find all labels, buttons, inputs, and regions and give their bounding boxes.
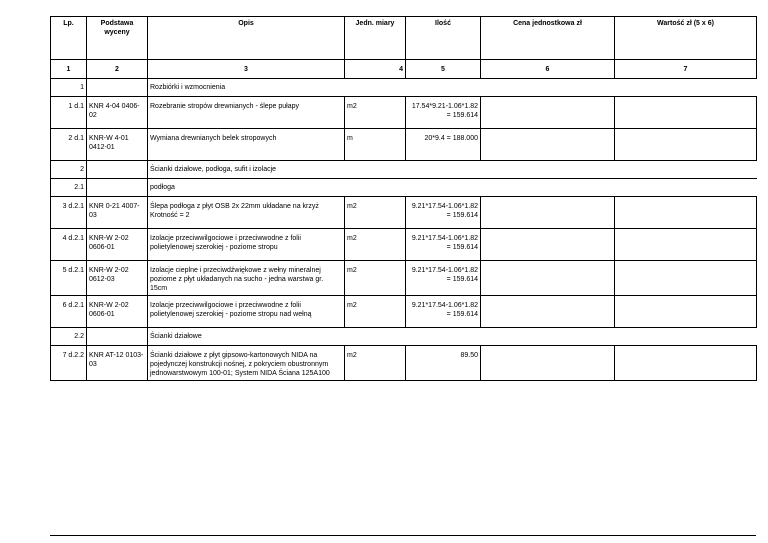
item-value bbox=[615, 346, 757, 381]
section-basis-empty bbox=[87, 161, 148, 179]
table-row bbox=[51, 229, 757, 261]
table-row bbox=[51, 97, 757, 129]
item-description: Rozebranie stropów drewnianych - ślepe pułapy bbox=[148, 97, 345, 129]
item-lp: 4 d.2.1 bbox=[51, 229, 87, 261]
table-row bbox=[51, 346, 757, 381]
section-title: Rozbiórki i wzmocnienia bbox=[148, 79, 757, 97]
colnum-2: 2 bbox=[87, 60, 148, 79]
section-basis-empty bbox=[87, 328, 148, 346]
section-number: 2.1 bbox=[51, 179, 87, 197]
colnum-5: 5 bbox=[406, 60, 481, 79]
item-basis: KNR AT-12 0103-03 bbox=[87, 346, 148, 381]
item-quantity: 9.21*17.54-1.06*1.82 = 159.614 bbox=[406, 296, 481, 328]
item-basis: KNR-W 2-02 0606-01 bbox=[87, 229, 148, 261]
table-bottom-border bbox=[50, 535, 756, 536]
item-value bbox=[615, 129, 757, 161]
header-description: Opis bbox=[148, 17, 345, 60]
item-description: Izolacje cieplne i przeciwdźwiękowe z wełny mineralnej poziome z płyt układanych na sucho - jedna warstwa gr. 15cm bbox=[148, 261, 345, 296]
item-description: Wymiana drewnianych belek stropowych bbox=[148, 129, 345, 161]
item-unit-price bbox=[481, 346, 615, 381]
item-unit: m2 bbox=[345, 346, 406, 381]
item-lp: 1 d.1 bbox=[51, 97, 87, 129]
item-unit-price bbox=[481, 197, 615, 229]
section-basis-empty bbox=[87, 79, 148, 97]
item-quantity: 17.54*9.21-1.06*1.82 = 159.614 bbox=[406, 97, 481, 129]
header-quantity: Ilość bbox=[406, 17, 481, 60]
item-value bbox=[615, 97, 757, 129]
item-description: Ślepa podłoga z płyt OSB 2x 22mm układane na krzyż Krotność = 2 bbox=[148, 197, 345, 229]
header-unit-price: Cena jednostkowa zł bbox=[481, 17, 615, 60]
item-value bbox=[615, 261, 757, 296]
section-title: Ścianki działowe bbox=[148, 328, 757, 346]
item-quantity: 9.21*17.54-1.06*1.82 = 159.614 bbox=[406, 261, 481, 296]
cost-estimate-table bbox=[50, 16, 757, 381]
item-quantity: 9.21*17.54-1.06*1.82 = 159.614 bbox=[406, 229, 481, 261]
section-number: 2 bbox=[51, 161, 87, 179]
header-basis: Podstawa wyceny bbox=[87, 17, 148, 60]
item-unit: m2 bbox=[345, 296, 406, 328]
item-basis: KNR-W 2-02 0612-03 bbox=[87, 261, 148, 296]
section-row bbox=[51, 161, 757, 179]
item-unit-price bbox=[481, 229, 615, 261]
item-lp: 3 d.2.1 bbox=[51, 197, 87, 229]
section-number: 1 bbox=[51, 79, 87, 97]
item-lp: 6 d.2.1 bbox=[51, 296, 87, 328]
item-description: Ścianki działowe z płyt gipsowo-kartonowych NIDA na pojedynczej konstrukcji nośnej, z pokryciem obustronnym jednowarstwowym 100-01; System NIDA Ściana 125A100 bbox=[148, 346, 345, 381]
item-unit-price bbox=[481, 129, 615, 161]
item-unit: m bbox=[345, 129, 406, 161]
colnum-1: 1 bbox=[51, 60, 87, 79]
section-number: 2.2 bbox=[51, 328, 87, 346]
section-title: Ścianki działowe, podłoga, sufit i izolacje bbox=[148, 161, 757, 179]
item-value bbox=[615, 296, 757, 328]
item-quantity: 9.21*17.54-1.06*1.82 = 159.614 bbox=[406, 197, 481, 229]
item-quantity: 20*9.4 = 188.000 bbox=[406, 129, 481, 161]
colnum-6: 6 bbox=[481, 60, 615, 79]
table-body bbox=[51, 79, 757, 381]
colnum-7: 7 bbox=[615, 60, 757, 79]
section-basis-empty bbox=[87, 179, 148, 197]
item-unit: m2 bbox=[345, 197, 406, 229]
header-value: Wartość zł (5 x 6) bbox=[615, 17, 757, 60]
item-quantity: 89.50 bbox=[406, 346, 481, 381]
item-description: Izolacje przeciwwilgociowe i przeciwwodne z folii polietylenowej szerokiej - poziome stropu bbox=[148, 229, 345, 261]
table-row bbox=[51, 296, 757, 328]
item-lp: 2 d.1 bbox=[51, 129, 87, 161]
item-basis: KNR-W 4-01 0412-01 bbox=[87, 129, 148, 161]
item-basis: KNR 4-04 0406-02 bbox=[87, 97, 148, 129]
colnum-3: 3 bbox=[148, 60, 345, 79]
table-row bbox=[51, 129, 757, 161]
colnum-4: 4 bbox=[345, 60, 406, 79]
section-title: podłoga bbox=[148, 179, 757, 197]
table-row bbox=[51, 197, 757, 229]
table-row bbox=[51, 261, 757, 296]
header-row bbox=[51, 17, 757, 60]
section-row bbox=[51, 79, 757, 97]
item-value bbox=[615, 229, 757, 261]
item-unit: m2 bbox=[345, 97, 406, 129]
section-row bbox=[51, 328, 757, 346]
header-lp: Lp. bbox=[51, 17, 87, 60]
item-lp: 7 d.2.2 bbox=[51, 346, 87, 381]
item-description: Izolacje przeciwwilgociowe i przeciwwodne z folii polietylenowej szerokiej - poziome stropu nad wełną bbox=[148, 296, 345, 328]
item-unit: m2 bbox=[345, 229, 406, 261]
item-unit-price bbox=[481, 97, 615, 129]
column-number-row bbox=[51, 60, 757, 79]
item-lp: 5 d.2.1 bbox=[51, 261, 87, 296]
header-unit: Jedn. miary bbox=[345, 17, 406, 60]
item-unit-price bbox=[481, 296, 615, 328]
item-value bbox=[615, 197, 757, 229]
section-row bbox=[51, 179, 757, 197]
item-unit: m2 bbox=[345, 261, 406, 296]
item-basis: KNR 0-21 4007-03 bbox=[87, 197, 148, 229]
item-basis: KNR-W 2-02 0606-01 bbox=[87, 296, 148, 328]
item-unit-price bbox=[481, 261, 615, 296]
